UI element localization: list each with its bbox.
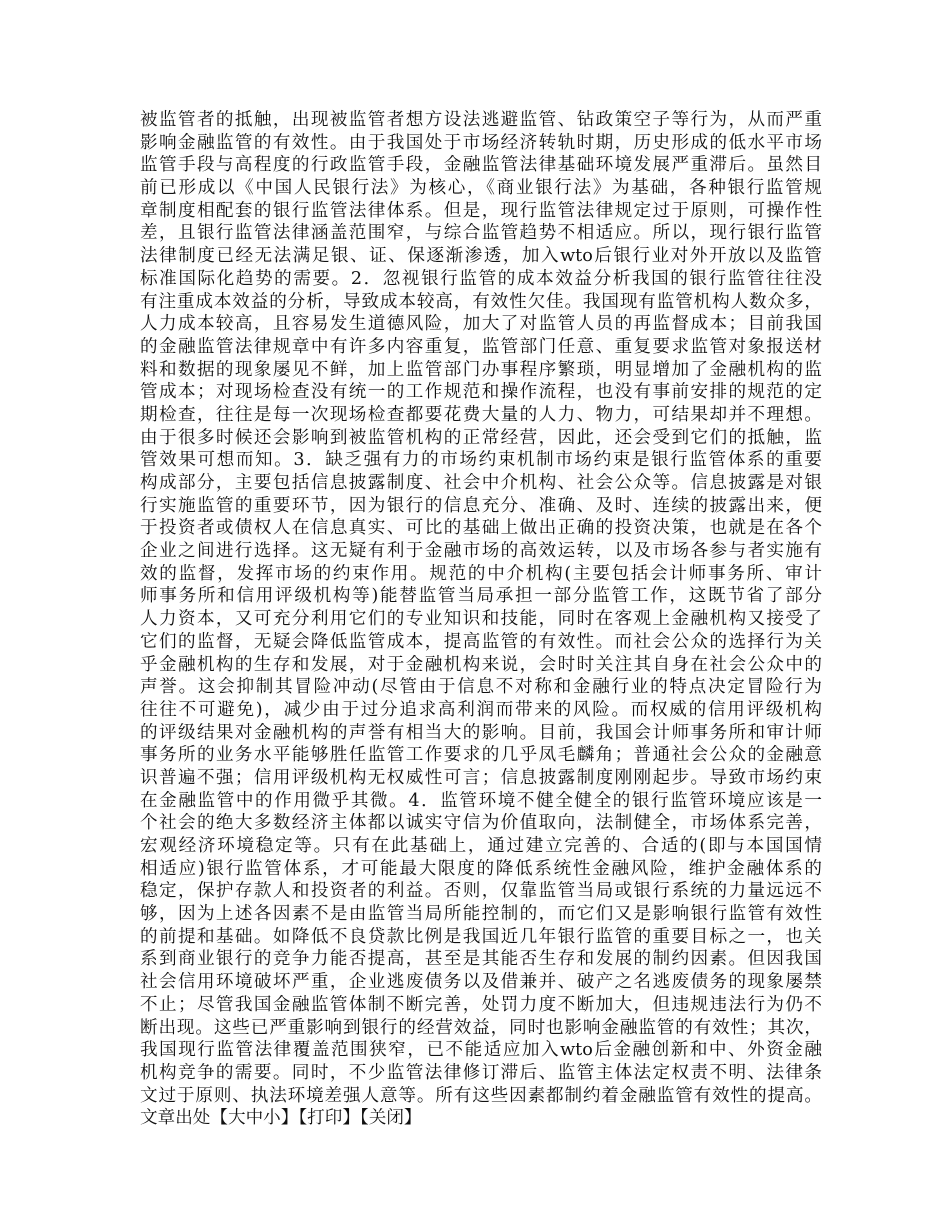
article-line: 于投资者或债权人在信息真实、可比的基础上做出正确的投资决策，也就是在各个 bbox=[140, 518, 822, 539]
article-footer bbox=[140, 1107, 822, 1130]
close-link[interactable]: 【关闭】 bbox=[359, 1108, 422, 1129]
article-text bbox=[140, 109, 822, 1107]
article-line: 效的监督，发挥市场的约束作用。规范的中介机构(主要包括会计师事务所、审计 bbox=[140, 563, 822, 584]
article-line: 稳定，保护存款人和投资者的利益。否则，仅靠监管当局或银行系统的力量远远不 bbox=[140, 881, 822, 902]
article-line: 够，因为上述各因素不是由监管当局所能控制的，而它们又是影响银行监管有效性 bbox=[140, 904, 822, 925]
article-line: 我国现行监管法律覆盖范围狭窄，已不能适应加入wto后金融创新和中、外资金融 bbox=[140, 1040, 822, 1061]
article-line: 行实施监管的重要环节，因为银行的信息充分、准确、及时、连续的披露出来，便 bbox=[140, 495, 822, 516]
article-line: 机构竞争的需要。同时，不少监管法律修订滞后、监管主体法定权责不明、法律条 bbox=[140, 1062, 822, 1083]
article-line: 标准国际化趋势的需要。2．忽视银行监管的成本效益分析我国的银行监管往往没 bbox=[140, 268, 822, 289]
article-line: 在金融监管中的作用微乎其微。4．监管环境不健全健全的银行监管环境应该是一 bbox=[140, 790, 822, 811]
article-line: 构成部分，主要包括信息披露制度、社会中介机构、社会公众等。信息披露是对银 bbox=[140, 473, 822, 493]
article-line: 系到商业银行的竞争力能否提高，甚至是其能否生存和发展的制约因素。但因我国 bbox=[140, 949, 822, 970]
article-line: 期检查，往往是每一次现场检查都要花费大量的人力、物力，可结果却并不理想。 bbox=[140, 404, 822, 425]
article-line: 的金融监管法律规章中有许多内容重复，监管部门任意、重复要求监管对象报送材 bbox=[140, 336, 822, 357]
article-line: 往往不可避免)，减少由于过分追求高利润而带来的风险。而权威的信用评级机构 bbox=[140, 699, 822, 720]
source-label: 文章出处 bbox=[140, 1108, 211, 1129]
article-line: 断出现。这些已严重影响到银行的经营效益，同时也影响金融监管的有效性；其次， bbox=[140, 1017, 822, 1038]
article-line: 个社会的绝大多数经济主体都以诚实守信为价值取向，法制健全，市场体系完善， bbox=[140, 813, 822, 834]
article-line: 宏观经济环境稳定等。只有在此基础上，通过建立完善的、合适的(即与本国国情 bbox=[140, 836, 822, 856]
article-line: 它们的监督，无疑会降低监管成本，提高监管的有效性。而社会公众的选择行为关 bbox=[140, 631, 822, 652]
article-line: 管成本；对现场检查没有统一的工作规范和操作流程，也没有事前安排的规范的定 bbox=[140, 382, 822, 403]
article-line: 不止；尽管我国金融监管体制不断完善，处罚力度不断加大，但违规违法行为仍不 bbox=[140, 994, 822, 1015]
article-line: 章制度相配套的银行监管法律体系。但是，现行监管法律规定过于原则，可操作性 bbox=[140, 200, 822, 221]
article-line: 差，且银行监管法律涵盖范围窄，与综合监管趋势不相适应。所以，现行银行监管 bbox=[140, 223, 822, 244]
article-line: 识普遍不强；信用评级机构无权威性可言；信息披露制度刚刚起步。导致市场约束 bbox=[140, 767, 822, 788]
article-line: 人力资本，又可充分利用它们的专业知识和技能，同时在客观上金融机构又接受了 bbox=[140, 609, 822, 630]
article-line: 影响金融监管的有效性。由于我国处于市场经济转轨时期，历史形成的低水平市场 bbox=[140, 132, 822, 153]
article-line: 社会信用环境破坏严重，企业逃废债务以及借兼并、破产之名逃废债务的现象屡禁 bbox=[140, 972, 822, 993]
article-line: 由于很多时候还会影响到被监管机构的正常经营，因此，还会受到它们的抵触，监 bbox=[140, 427, 822, 448]
article-line: 事务所的业务水平能够胜任监管工作要求的几乎凤毛麟角；普通社会公众的金融意 bbox=[140, 745, 822, 766]
article-line: 法律制度已经无法满足银、证、保逐渐渗透，加入wto后银行业对外开放以及监管 bbox=[140, 246, 822, 267]
article-line: 企业之间进行选择。这无疑有利于金融市场的高效运转，以及市场各参与者实施有 bbox=[140, 541, 822, 562]
article-line: 料和数据的现象屡见不鲜，加上监管部门办事程序繁琐，明显增加了金融机构的监 bbox=[140, 359, 822, 380]
article-line: 的前提和基础。如降低不良贷款比例是我国近几年银行监管的重要目标之一，也关 bbox=[140, 926, 822, 947]
article-line: 的评级结果对金融机构的声誉有相当大的影响。目前，我国会计师事务所和审计师 bbox=[140, 722, 822, 743]
article-line: 管效果可想而知。3．缺乏强有力的市场约束机制市场约束是银行监管体系的重要 bbox=[140, 450, 822, 471]
article-line: 声誉。这会抑制其冒险冲动(尽管由于信息不对称和金融行业的特点决定冒险行为 bbox=[140, 677, 822, 698]
font-size-link[interactable]: 【大中小】 bbox=[210, 1108, 299, 1129]
print-link[interactable]: 【打印】 bbox=[298, 1108, 360, 1129]
article-line: 有注重成本效益的分析，导致成本较高，有效性欠佳。我国现有监管机构人数众多， bbox=[140, 291, 822, 312]
article-line: 乎金融机构的生存和发展，对于金融机构来说，会时时关注其自身在社会公众中的 bbox=[140, 654, 822, 675]
article-line: 人力成本较高，且容易发生道德风险，加大了对监管人员的再监督成本；目前我国 bbox=[140, 314, 822, 335]
article-body bbox=[140, 109, 822, 1130]
article-line: 文过于原则、执法环境差强人意等。所有这些因素都制约着金融监管有效性的提高。 bbox=[140, 1085, 822, 1106]
article-line: 前已形成以《中国人民银行法》为核心，《商业银行法》为基础，各种银行监管规 bbox=[140, 178, 822, 199]
article-line: 相适应)银行监管体系，才可能最大限度的降低系统性金融风险，维护金融体系的 bbox=[140, 858, 822, 879]
article-line: 监管手段与高程度的行政监管手段，金融监管法律基础环境发展严重滞后。虽然目 bbox=[140, 155, 822, 176]
article-line: 被监管者的抵触，出现被监管者想方设法逃避监管、钻政策空子等行为，从而严重 bbox=[140, 110, 822, 130]
article-line: 师事务所和信用评级机构等)能替监管当局承担一部分监管工作，这既节省了部分 bbox=[140, 586, 822, 607]
